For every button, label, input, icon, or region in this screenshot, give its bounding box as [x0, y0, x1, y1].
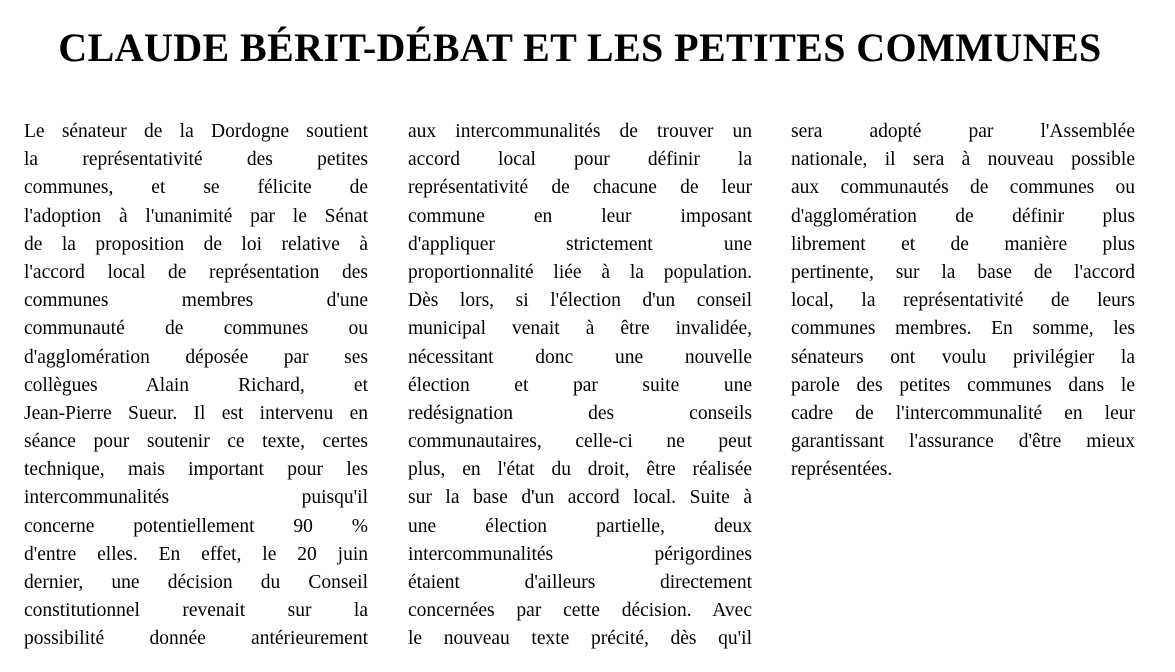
article-text-line: municipal venait à être invalidée,: [408, 318, 752, 340]
article-text-line: librement et de manière plus: [791, 233, 1135, 255]
article-column-2: [408, 118, 752, 654]
article-title: CLAUDE BÉRIT-DÉBAT ET LES PETITES COMMUNES: [58, 25, 1102, 70]
article-text-line: intercommunalités puisqu'il: [24, 487, 368, 509]
article-text-line: d'appliquer strictement une: [408, 233, 752, 255]
article-text-line: séance pour soutenir ce texte, certes: [24, 431, 368, 453]
article-text-line: Le sénateur de la Dordogne soutient: [24, 121, 368, 142]
article-text-line: d'agglomération de définir plus: [791, 205, 1135, 227]
article-text-line: aux intercommunalités de trouver un: [408, 121, 752, 142]
article-text-line: intercommunalités périgordines: [408, 543, 752, 565]
article-text-line: communautaires, celle-ci ne peut: [408, 431, 752, 453]
article-text-line: l'accord local de représentation des: [24, 261, 368, 283]
article-text-line: représentativité de chacune de leur: [408, 177, 752, 199]
article-text-line: technique, mais important pour les: [24, 459, 368, 481]
article-text-line: local, la représentativité de leurs: [791, 290, 1135, 312]
article-text-line: d'entre elles. En effet, le 20 juin: [24, 543, 368, 565]
article-text-line: dernier, une décision du Conseil: [24, 572, 368, 593]
article-text-line: redésignation des conseils: [408, 402, 752, 424]
article-text-line: nationale, il sera à nouveau possible: [791, 149, 1135, 171]
article-text-line: la représentativité des petites: [24, 149, 368, 171]
article-text-line: sera adopté par l'Assemblée: [791, 121, 1135, 142]
article-text-line: communauté de communes ou: [24, 318, 368, 340]
article-text-line: constitutionnel revenait sur la: [24, 600, 368, 622]
article-text-line: l'adoption à l'unanimité par le Sénat: [24, 205, 368, 227]
article-text-line: aux communautés de communes ou: [791, 177, 1135, 199]
article-text-line: collègues Alain Richard, et: [24, 374, 368, 396]
article-text-line: concernées par cette décision. Avec: [408, 600, 752, 622]
article-column-3: [791, 118, 1135, 484]
article-text-line: Jean-Pierre Sueur. Il est intervenu en: [24, 402, 368, 424]
article-text-line: d'agglomération déposée par ses: [24, 346, 368, 368]
article-text-line: plus, en l'état du droit, être réalisée: [408, 459, 752, 481]
article-text-line: communes membres. En somme, les: [791, 318, 1135, 340]
article-text-line: garantissant l'assurance d'être mieux: [791, 431, 1135, 453]
article-text-line: Dès lors, si l'élection d'un conseil: [408, 290, 752, 312]
article-text-line: accord local pour définir la: [408, 149, 752, 171]
article-text-line: cadre de l'intercommunalité en leur: [791, 402, 1135, 424]
article-text-line: communes membres d'une: [24, 290, 368, 312]
article-text-line: pertinente, sur la base de l'accord: [791, 261, 1135, 283]
article-text-line: communes, et se félicite de: [24, 177, 368, 199]
article-text-line: commune en leur imposant: [408, 205, 752, 227]
article-text-line: concerne potentiellement 90 %: [24, 515, 368, 537]
article-text-line: sénateurs ont voulu privilégier la: [791, 346, 1135, 368]
article-text-line: possibilité donnée antérieurement: [24, 628, 368, 650]
article-text-line: sur la base d'un accord local. Suite à: [408, 487, 752, 509]
article-text-line: nécessitant donc une nouvelle: [408, 346, 752, 368]
article-text-line: représentées.: [791, 459, 893, 481]
article-text-line: le nouveau texte précité, dès qu'il: [408, 628, 752, 650]
article-text-line: élection et par suite une: [408, 374, 752, 396]
article-column-1: [24, 118, 368, 654]
article-text-line: étaient d'ailleurs directement: [408, 572, 752, 593]
article-text-line: proportionnalité liée à la population.: [408, 261, 752, 283]
article-text-line: de la proposition de loi relative à: [24, 233, 368, 255]
article-text-line: une élection partielle, deux: [408, 515, 752, 537]
article-text-line: parole des petites communes dans le: [791, 374, 1135, 396]
